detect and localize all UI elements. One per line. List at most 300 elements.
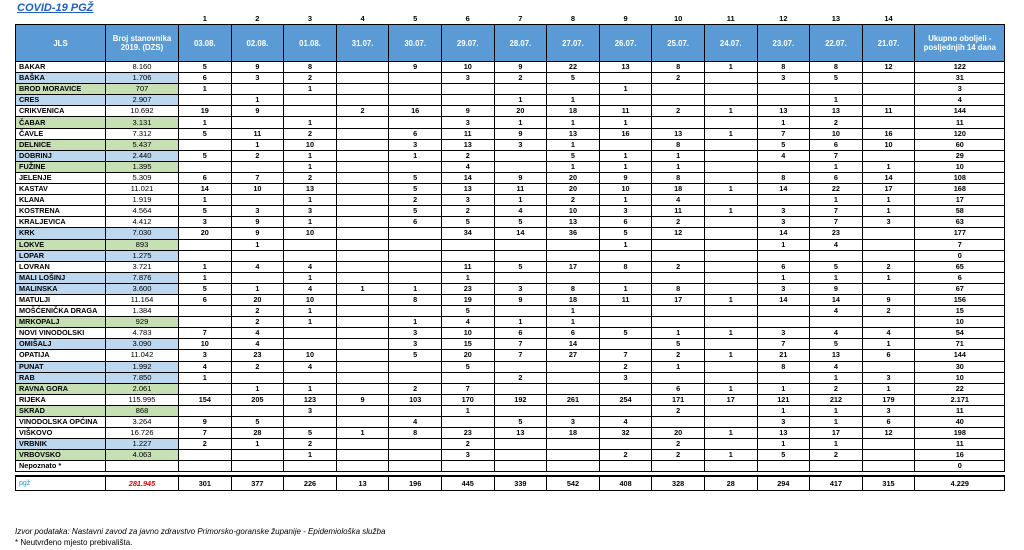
- case-count-cell: 9: [494, 62, 547, 73]
- case-count-cell: 20: [441, 350, 494, 361]
- case-count-cell: [862, 439, 915, 450]
- case-count-cell: 14: [757, 294, 810, 305]
- case-count-cell: [441, 95, 494, 106]
- case-count-cell: [284, 95, 337, 106]
- population-cell: 1.919: [106, 195, 179, 206]
- case-count-cell: 9: [599, 172, 652, 183]
- population-cell: 3.600: [106, 283, 179, 294]
- case-count-cell: [179, 461, 232, 472]
- case-count-cell: 3: [862, 217, 915, 228]
- case-count-cell: 1: [862, 161, 915, 172]
- summary-row: [16, 476, 1005, 491]
- table-row: [16, 428, 1005, 439]
- case-count-cell: 4: [862, 328, 915, 339]
- case-count-cell: 3: [179, 350, 232, 361]
- case-count-cell: 11: [599, 106, 652, 117]
- case-count-cell: 2: [441, 150, 494, 161]
- municipality-name: MALI LOŠINJ: [16, 272, 106, 283]
- case-count-cell: 13: [547, 217, 600, 228]
- summary-count-cell: 339: [494, 476, 547, 491]
- column-number: 9: [623, 14, 628, 23]
- table-body: [16, 62, 1005, 491]
- case-count-cell: [704, 417, 757, 428]
- table-row: [16, 117, 1005, 128]
- case-count-cell: [652, 372, 705, 383]
- summary-count-cell: 315: [862, 476, 915, 491]
- case-count-cell: 1: [599, 195, 652, 206]
- table-row: [16, 150, 1005, 161]
- case-count-cell: [389, 361, 442, 372]
- case-count-cell: 4: [810, 239, 863, 250]
- case-count-cell: 8: [652, 62, 705, 73]
- case-count-cell: [179, 450, 232, 461]
- table-row: [16, 239, 1005, 250]
- case-count-cell: [231, 461, 284, 472]
- case-count-cell: [494, 272, 547, 283]
- case-count-cell: 5: [494, 217, 547, 228]
- case-count-cell: [704, 272, 757, 283]
- case-count-cell: [441, 239, 494, 250]
- case-count-cell: 1: [810, 272, 863, 283]
- header-date: 30.07.: [389, 25, 442, 62]
- case-count-cell: 1: [810, 372, 863, 383]
- municipality-name: NOVI VINODOLSKI: [16, 328, 106, 339]
- population-cell: 3.264: [106, 417, 179, 428]
- case-count-cell: 4: [284, 283, 337, 294]
- total-cell: 15: [915, 306, 1005, 317]
- case-count-cell: 1: [810, 405, 863, 416]
- case-count-cell: 2: [652, 106, 705, 117]
- summary-count-cell: 226: [284, 476, 337, 491]
- case-count-cell: 11: [494, 184, 547, 195]
- case-count-cell: 1: [862, 383, 915, 394]
- case-count-cell: 212: [810, 394, 863, 405]
- case-count-cell: 1: [284, 383, 337, 394]
- case-count-cell: 7: [810, 206, 863, 217]
- case-count-cell: 10: [179, 339, 232, 350]
- case-count-cell: [704, 139, 757, 150]
- case-count-cell: 3: [494, 139, 547, 150]
- header-date: 24.07.: [704, 25, 757, 62]
- population-cell: 1.384: [106, 306, 179, 317]
- population-cell: 5.437: [106, 139, 179, 150]
- case-count-cell: 3: [862, 405, 915, 416]
- case-count-cell: 17: [810, 428, 863, 439]
- column-number: 2: [255, 14, 260, 23]
- column-number: 13: [831, 14, 841, 23]
- total-cell: 16: [915, 450, 1005, 461]
- case-count-cell: 1: [704, 383, 757, 394]
- case-count-cell: 11: [441, 128, 494, 139]
- case-count-cell: [862, 283, 915, 294]
- case-count-cell: 2: [547, 195, 600, 206]
- case-count-cell: 8: [389, 294, 442, 305]
- case-count-cell: [704, 228, 757, 239]
- case-count-cell: 5: [389, 172, 442, 183]
- case-count-cell: 13: [441, 184, 494, 195]
- case-count-cell: [336, 239, 389, 250]
- case-count-cell: [862, 84, 915, 95]
- case-count-cell: 1: [704, 184, 757, 195]
- case-count-cell: 1: [284, 195, 337, 206]
- population-cell: 4.412: [106, 217, 179, 228]
- case-count-cell: 3: [862, 372, 915, 383]
- municipality-name: DELNICE: [16, 139, 106, 150]
- case-count-cell: 7: [231, 172, 284, 183]
- summary-count-cell: 417: [810, 476, 863, 491]
- column-number: 6: [465, 14, 470, 23]
- case-count-cell: 2: [810, 383, 863, 394]
- page-title: COVID-19 PGŽ: [17, 2, 94, 14]
- case-count-cell: [704, 217, 757, 228]
- case-count-cell: 7: [810, 217, 863, 228]
- case-count-cell: 121: [757, 394, 810, 405]
- case-count-cell: 6: [179, 172, 232, 183]
- case-count-cell: 14: [179, 184, 232, 195]
- case-count-cell: 1: [284, 150, 337, 161]
- case-count-cell: 1: [284, 84, 337, 95]
- municipality-name: OPATIJA: [16, 350, 106, 361]
- case-count-cell: 2: [441, 206, 494, 217]
- case-count-cell: 8: [810, 62, 863, 73]
- case-count-cell: 10: [231, 184, 284, 195]
- total-cell: 17: [915, 195, 1005, 206]
- case-count-cell: 14: [862, 172, 915, 183]
- footer-note: * Neutvrđeno mjesto prebivališta.: [15, 538, 133, 547]
- case-count-cell: 5: [494, 261, 547, 272]
- case-count-cell: 19: [441, 294, 494, 305]
- case-count-cell: 5: [179, 206, 232, 217]
- case-count-cell: 12: [862, 62, 915, 73]
- case-count-cell: 3: [757, 328, 810, 339]
- case-count-cell: 6: [389, 128, 442, 139]
- case-count-cell: [704, 361, 757, 372]
- case-count-cell: [389, 272, 442, 283]
- table-row: [16, 73, 1005, 84]
- case-count-cell: [652, 250, 705, 261]
- case-count-cell: 1: [336, 283, 389, 294]
- case-count-cell: [284, 461, 337, 472]
- case-count-cell: 1: [652, 161, 705, 172]
- case-count-cell: 4: [231, 261, 284, 272]
- case-count-cell: [494, 461, 547, 472]
- case-count-cell: [599, 250, 652, 261]
- column-number: 7: [518, 14, 523, 23]
- case-count-cell: 13: [757, 428, 810, 439]
- case-count-cell: [704, 117, 757, 128]
- summary-count-cell: 196: [389, 476, 442, 491]
- case-count-cell: [336, 161, 389, 172]
- case-count-cell: 7: [494, 339, 547, 350]
- population-cell: 4.783: [106, 328, 179, 339]
- case-count-cell: 4: [810, 328, 863, 339]
- case-count-cell: [389, 405, 442, 416]
- case-count-cell: [547, 450, 600, 461]
- case-count-cell: [599, 306, 652, 317]
- case-count-cell: 2: [179, 439, 232, 450]
- table-row: [16, 361, 1005, 372]
- table-row: [16, 294, 1005, 305]
- municipality-name: FUŽINE: [16, 161, 106, 172]
- case-count-cell: [336, 272, 389, 283]
- case-count-cell: 14: [441, 172, 494, 183]
- covid-table: [15, 14, 1005, 491]
- case-count-cell: 3: [599, 206, 652, 217]
- municipality-name: PUNAT: [16, 361, 106, 372]
- case-count-cell: 1: [652, 150, 705, 161]
- header-date: 26.07.: [599, 25, 652, 62]
- case-count-cell: [547, 361, 600, 372]
- case-count-cell: 2: [336, 106, 389, 117]
- case-count-cell: 5: [652, 339, 705, 350]
- case-count-cell: 1: [231, 239, 284, 250]
- case-count-cell: [547, 239, 600, 250]
- case-count-cell: 4: [599, 417, 652, 428]
- case-count-cell: 4: [284, 261, 337, 272]
- case-count-cell: 17: [862, 184, 915, 195]
- case-count-cell: [389, 372, 442, 383]
- case-count-cell: 7: [757, 339, 810, 350]
- case-count-cell: 20: [494, 106, 547, 117]
- case-count-cell: [179, 139, 232, 150]
- case-count-cell: 1: [599, 161, 652, 172]
- case-count-cell: [284, 339, 337, 350]
- municipality-name: VINODOLSKA OPĆINA: [16, 417, 106, 428]
- case-count-cell: [231, 272, 284, 283]
- case-count-cell: 9: [179, 417, 232, 428]
- case-count-cell: [547, 84, 600, 95]
- case-count-cell: 1: [284, 217, 337, 228]
- case-count-cell: 5: [810, 73, 863, 84]
- case-count-cell: 11: [231, 128, 284, 139]
- case-count-cell: 2: [284, 172, 337, 183]
- case-count-cell: 261: [547, 394, 600, 405]
- case-count-cell: [599, 439, 652, 450]
- case-count-cell: 18: [547, 106, 600, 117]
- case-count-cell: 5: [757, 139, 810, 150]
- case-count-cell: 2: [231, 150, 284, 161]
- case-count-cell: 4: [441, 317, 494, 328]
- case-count-cell: [704, 95, 757, 106]
- case-count-cell: [336, 128, 389, 139]
- population-cell: 7.312: [106, 128, 179, 139]
- case-count-cell: 2: [862, 306, 915, 317]
- case-count-cell: 5: [547, 150, 600, 161]
- case-count-cell: [389, 450, 442, 461]
- case-count-cell: 23: [441, 428, 494, 439]
- case-count-cell: 4: [179, 361, 232, 372]
- total-cell: 198: [915, 428, 1005, 439]
- case-count-cell: 8: [652, 172, 705, 183]
- case-count-cell: 4: [810, 306, 863, 317]
- case-count-cell: [441, 84, 494, 95]
- case-count-cell: [389, 250, 442, 261]
- case-count-cell: 17: [652, 294, 705, 305]
- case-count-cell: 6: [862, 350, 915, 361]
- municipality-name: MATULJI: [16, 294, 106, 305]
- case-count-cell: 11: [862, 106, 915, 117]
- header-date: 01.08.: [284, 25, 337, 62]
- total-cell: 30: [915, 361, 1005, 372]
- municipality-name: BAŠKA: [16, 73, 106, 84]
- case-count-cell: 13: [599, 62, 652, 73]
- case-count-cell: 7: [757, 128, 810, 139]
- case-count-cell: [441, 461, 494, 472]
- case-count-cell: 1: [810, 195, 863, 206]
- case-count-cell: 6: [599, 217, 652, 228]
- case-count-cell: 5: [179, 128, 232, 139]
- total-cell: 29: [915, 150, 1005, 161]
- case-count-cell: 8: [389, 428, 442, 439]
- case-count-cell: 2: [599, 450, 652, 461]
- case-count-cell: 10: [441, 62, 494, 73]
- case-count-cell: 5: [231, 417, 284, 428]
- header-date: 21.07.: [862, 25, 915, 62]
- case-count-cell: 5: [441, 361, 494, 372]
- case-count-cell: 1: [231, 383, 284, 394]
- case-count-cell: 1: [704, 328, 757, 339]
- case-count-cell: [336, 294, 389, 305]
- case-count-cell: 1: [704, 294, 757, 305]
- table-row: [16, 228, 1005, 239]
- case-count-cell: 14: [757, 184, 810, 195]
- case-count-cell: 14: [547, 339, 600, 350]
- case-count-cell: 4: [441, 161, 494, 172]
- case-count-cell: 3: [547, 417, 600, 428]
- case-count-cell: 20: [231, 294, 284, 305]
- case-count-cell: 9: [231, 217, 284, 228]
- case-count-cell: [757, 195, 810, 206]
- case-count-cell: 13: [494, 428, 547, 439]
- municipality-name: ČAVLE: [16, 128, 106, 139]
- case-count-cell: 20: [652, 428, 705, 439]
- case-count-cell: [862, 228, 915, 239]
- case-count-cell: 2: [284, 73, 337, 84]
- case-count-cell: [389, 261, 442, 272]
- case-count-cell: 1: [389, 317, 442, 328]
- case-count-cell: 5: [389, 184, 442, 195]
- case-count-cell: [336, 150, 389, 161]
- population-cell: 1.227: [106, 439, 179, 450]
- case-count-cell: 3: [441, 195, 494, 206]
- case-count-cell: 1: [494, 317, 547, 328]
- column-number: 8: [570, 14, 576, 23]
- case-count-cell: 2: [652, 405, 705, 416]
- header-date: 27.07.: [547, 25, 600, 62]
- case-count-cell: [441, 250, 494, 261]
- case-count-cell: [389, 439, 442, 450]
- case-count-cell: 12: [652, 228, 705, 239]
- case-count-cell: [704, 317, 757, 328]
- summary-count-cell: 294: [757, 476, 810, 491]
- case-count-cell: 28: [231, 428, 284, 439]
- municipality-name: ČABAR: [16, 117, 106, 128]
- population-cell: 3.131: [106, 117, 179, 128]
- case-count-cell: 3: [757, 283, 810, 294]
- case-count-cell: 3: [231, 73, 284, 84]
- case-count-cell: 9: [389, 62, 442, 73]
- case-count-cell: 2: [231, 361, 284, 372]
- header-population: Broj stanovnika 2019. (DZS): [106, 25, 179, 62]
- case-count-cell: 4: [284, 361, 337, 372]
- case-count-cell: 4: [231, 328, 284, 339]
- summary-count-cell: 328: [652, 476, 705, 491]
- case-count-cell: [284, 328, 337, 339]
- column-number: 14: [884, 14, 893, 23]
- column-number: 5: [413, 14, 418, 23]
- case-count-cell: 9: [494, 172, 547, 183]
- case-count-cell: [389, 239, 442, 250]
- case-count-cell: [652, 461, 705, 472]
- case-count-cell: 1: [599, 84, 652, 95]
- table-row: [16, 161, 1005, 172]
- case-count-cell: 2: [599, 361, 652, 372]
- header-date: 31.07.: [336, 25, 389, 62]
- case-count-cell: 9: [441, 106, 494, 117]
- population-cell: 2.907: [106, 95, 179, 106]
- case-count-cell: [336, 350, 389, 361]
- case-count-cell: [704, 84, 757, 95]
- case-count-cell: [336, 228, 389, 239]
- case-count-cell: [336, 250, 389, 261]
- case-count-cell: 2: [652, 439, 705, 450]
- case-count-cell: 2: [441, 439, 494, 450]
- municipality-name: MOŠĆENIČKA DRAGA: [16, 306, 106, 317]
- municipality-name: VRBOVSKO: [16, 450, 106, 461]
- case-count-cell: [336, 84, 389, 95]
- case-count-cell: 20: [547, 172, 600, 183]
- total-cell: 31: [915, 73, 1005, 84]
- case-count-cell: 1: [704, 206, 757, 217]
- case-count-cell: 192: [494, 394, 547, 405]
- case-count-cell: 1: [652, 361, 705, 372]
- case-count-cell: [599, 405, 652, 416]
- table-row: [16, 450, 1005, 461]
- case-count-cell: 1: [179, 84, 232, 95]
- total-cell: 10: [915, 161, 1005, 172]
- total-cell: 144: [915, 106, 1005, 117]
- population-cell: 7.030: [106, 228, 179, 239]
- case-count-cell: [494, 361, 547, 372]
- case-count-cell: 17: [547, 261, 600, 272]
- total-cell: 60: [915, 139, 1005, 150]
- case-count-cell: 3: [757, 217, 810, 228]
- case-count-cell: 2: [284, 439, 337, 450]
- case-count-cell: [704, 239, 757, 250]
- case-count-cell: 1: [389, 150, 442, 161]
- table-row: [16, 139, 1005, 150]
- case-count-cell: 2: [389, 195, 442, 206]
- case-count-cell: 1: [231, 439, 284, 450]
- table-row: [16, 106, 1005, 117]
- case-count-cell: 13: [810, 350, 863, 361]
- municipality-name: KLANA: [16, 195, 106, 206]
- case-count-cell: 8: [547, 283, 600, 294]
- case-count-cell: [179, 317, 232, 328]
- case-count-cell: 2: [862, 261, 915, 272]
- case-count-cell: 8: [757, 361, 810, 372]
- case-count-cell: [336, 95, 389, 106]
- case-count-cell: 10: [441, 328, 494, 339]
- case-count-cell: [704, 195, 757, 206]
- case-count-cell: [547, 405, 600, 416]
- case-count-cell: 171: [652, 394, 705, 405]
- population-cell: 11.042: [106, 350, 179, 361]
- population-cell: 7.876: [106, 272, 179, 283]
- total-cell: 108: [915, 172, 1005, 183]
- footer-source: Izvor podataka: Nastavni zavod za javno zdravstvo Primorsko-goranske županije - Epidemiološka služba: [15, 527, 386, 536]
- case-count-cell: 1: [704, 428, 757, 439]
